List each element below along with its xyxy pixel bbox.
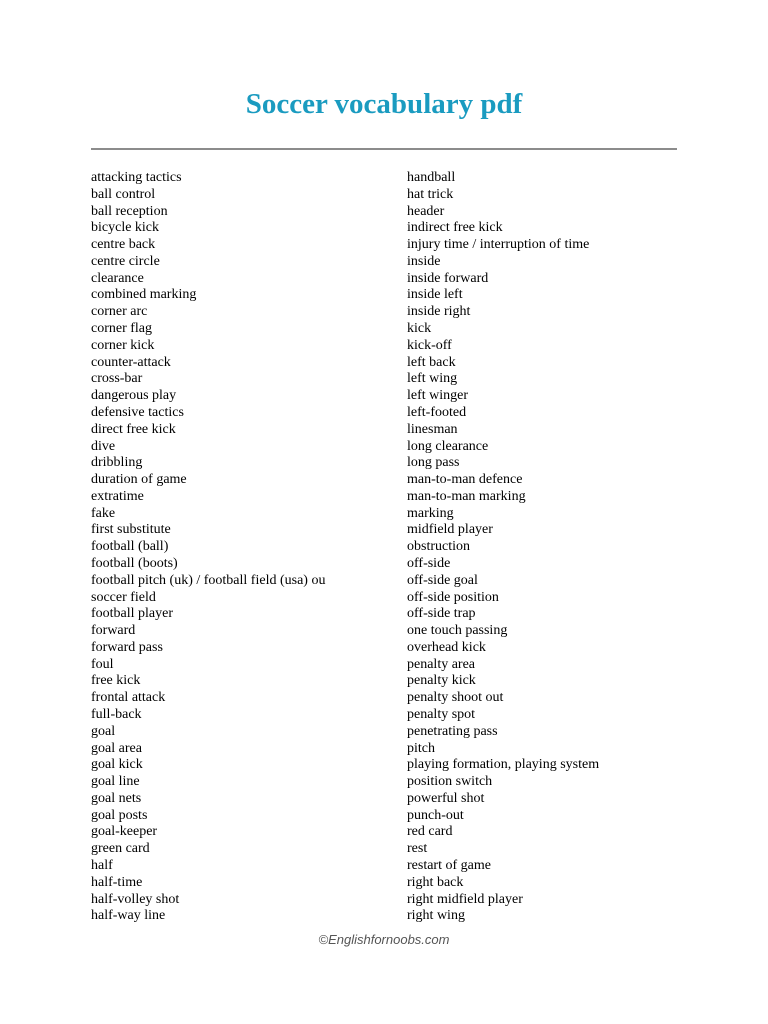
- footer-credit: ©Englishfornoobs.com: [318, 932, 450, 947]
- vocabulary-term: frontal attack: [91, 690, 166, 706]
- vocabulary-term: powerful shot: [407, 790, 485, 806]
- vocabulary-term: half-way line: [91, 908, 166, 924]
- vocabulary-term: long pass: [407, 455, 460, 471]
- vocabulary-term: right back: [407, 874, 464, 890]
- vocabulary-term: indirect free kick: [407, 220, 503, 236]
- vocabulary-term: penalty area: [407, 656, 476, 672]
- vocabulary-term: penetrating pass: [407, 723, 498, 739]
- vocabulary-term: duration of game: [91, 472, 187, 488]
- vocabulary-term: attacking tactics: [91, 170, 182, 185]
- vocabulary-term: kick: [407, 321, 432, 337]
- vocabulary-term: inside forward: [407, 270, 489, 286]
- vocabulary-term: inside left: [407, 287, 463, 303]
- vocabulary-term: position switch: [407, 774, 493, 790]
- vocabulary-term: kick-off: [407, 337, 452, 353]
- vocabulary-term: left back: [407, 354, 456, 370]
- vocabulary-term: handball: [407, 170, 456, 185]
- vocabulary-term: half: [91, 858, 113, 874]
- vocabulary-term: goal-keeper: [91, 824, 158, 840]
- vocabulary-term: rest: [407, 841, 428, 857]
- vocabulary-term: punch-out: [407, 807, 464, 823]
- vocabulary-term: football (ball): [91, 539, 169, 555]
- vocabulary-term: one touch passing: [407, 623, 508, 639]
- vocabulary-term: midfield player: [407, 522, 493, 538]
- vocabulary-term: linesman: [407, 421, 458, 437]
- vocabulary-term: foul: [91, 656, 114, 672]
- vocabulary-term: goal area: [91, 740, 142, 756]
- vocabulary-term: corner kick: [91, 337, 155, 353]
- vocabulary-term: right midfield player: [407, 891, 523, 907]
- vocabulary-term: goal nets: [91, 790, 142, 806]
- vocabulary-term: dribbling: [91, 455, 143, 471]
- vocabulary-term: half-time: [91, 874, 143, 890]
- vocabulary-list-right: [407, 170, 599, 925]
- vocabulary-term: goal posts: [91, 807, 148, 823]
- vocabulary-term: long clearance: [407, 438, 489, 454]
- vocabulary-term: off-side: [407, 555, 451, 571]
- vocabulary-term: header: [407, 203, 445, 219]
- vocabulary-term: soccer field: [91, 589, 156, 605]
- vocabulary-term: corner flag: [91, 321, 153, 337]
- vocabulary-term: left-footed: [407, 404, 467, 420]
- vocabulary-term: goal: [91, 723, 116, 739]
- vocabulary-term: off-side goal: [407, 572, 478, 588]
- vocabulary-term: clearance: [91, 270, 144, 286]
- vocabulary-term: restart of game: [407, 858, 491, 874]
- vocabulary-term: goal kick: [91, 757, 143, 773]
- vocabulary-term: forward pass: [91, 639, 163, 655]
- vocabulary-term: man-to-man marking: [407, 488, 526, 504]
- vocabulary-term: bicycle kick: [91, 220, 160, 236]
- vocabulary-term: football player: [91, 606, 174, 622]
- title-divider: [91, 148, 677, 150]
- vocabulary-term: man-to-man defence: [407, 472, 523, 488]
- vocabulary-term: fake: [91, 505, 116, 521]
- vocabulary-term: marking: [407, 505, 454, 521]
- vocabulary-term: dangerous play: [91, 388, 177, 404]
- vocabulary-term: cross-bar: [91, 371, 143, 387]
- vocabulary-term: left wing: [407, 371, 458, 387]
- vocabulary-term: forward: [91, 623, 136, 639]
- vocabulary-term: centre back: [91, 237, 156, 253]
- vocabulary-list-left: [91, 170, 325, 925]
- vocabulary-term: green card: [91, 841, 150, 857]
- vocabulary-term: direct free kick: [91, 421, 176, 437]
- vocabulary-term: centre circle: [91, 253, 160, 269]
- vocabulary-term: penalty kick: [407, 673, 476, 689]
- vocabulary-term: off-side position: [407, 589, 499, 605]
- vocabulary-term: goal line: [91, 774, 140, 790]
- vocabulary-term: first substitute: [91, 522, 171, 538]
- vocabulary-term: right wing: [407, 908, 465, 924]
- vocabulary-term: obstruction: [407, 539, 470, 555]
- vocabulary-term: playing formation, playing system: [407, 757, 600, 773]
- page-title: Soccer vocabulary pdf: [245, 88, 523, 120]
- vocabulary-term: penalty spot: [407, 707, 476, 722]
- vocabulary-term: free kick: [91, 673, 141, 689]
- vocabulary-term: left winger: [407, 388, 469, 404]
- vocabulary-term: full-back: [91, 707, 142, 722]
- vocabulary-term: defensive tactics: [91, 404, 184, 420]
- vocabulary-term: ball reception: [91, 203, 168, 219]
- vocabulary-term: hat trick: [407, 186, 454, 202]
- vocabulary-term: overhead kick: [407, 639, 486, 655]
- vocabulary-term: counter-attack: [91, 354, 171, 370]
- vocabulary-term: football pitch (uk) / football field (usa) ou: [91, 572, 326, 588]
- vocabulary-term: injury time / interruption of time: [407, 237, 590, 253]
- vocabulary-term: combined marking: [91, 287, 197, 303]
- vocabulary-term: red card: [407, 824, 453, 840]
- vocabulary-term: extratime: [91, 488, 144, 504]
- vocabulary-term: inside: [407, 253, 441, 269]
- vocabulary-term: off-side trap: [407, 606, 476, 622]
- vocabulary-term: inside right: [407, 304, 471, 320]
- vocabulary-term: pitch: [407, 740, 435, 756]
- vocabulary-term: penalty shoot out: [407, 690, 504, 706]
- vocabulary-term: corner arc: [91, 304, 148, 320]
- vocabulary-term: football (boots): [91, 555, 178, 571]
- vocabulary-term: dive: [91, 438, 116, 454]
- vocabulary-term: ball control: [91, 186, 156, 202]
- vocabulary-term: half-volley shot: [91, 891, 180, 907]
